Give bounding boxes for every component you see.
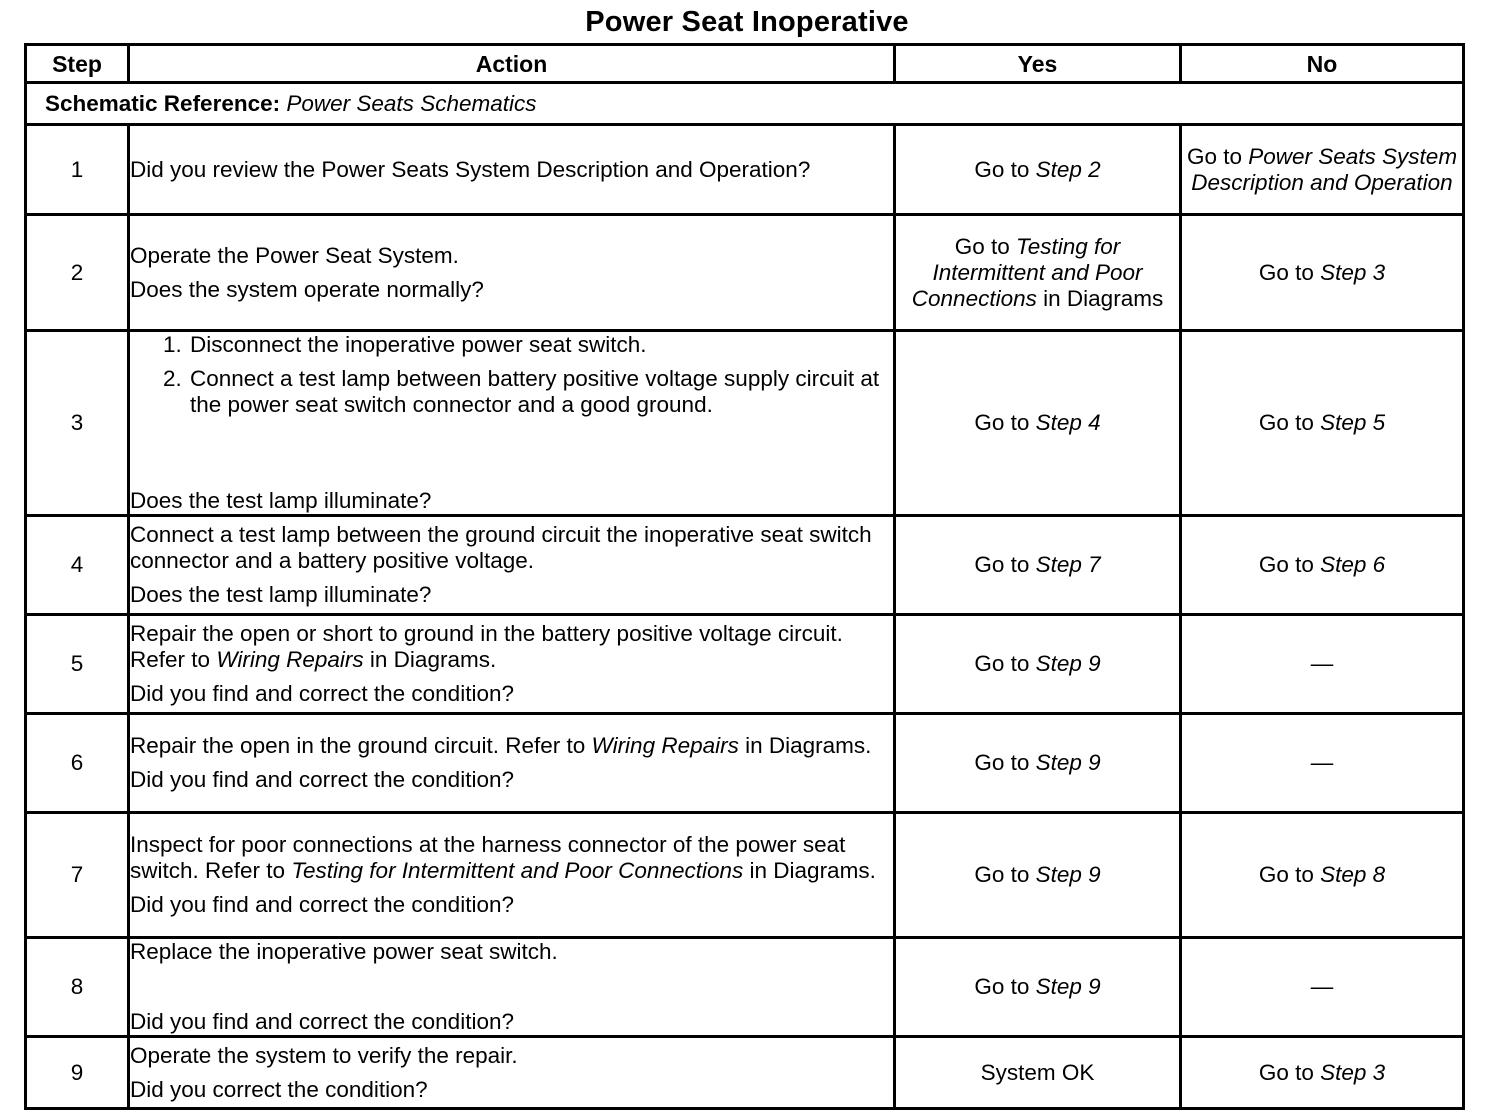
action-cell [129,1037,895,1109]
action-cell [129,331,895,516]
step-number: 4 [26,516,129,615]
action-text: Inspect for poor connections at the harness connector of the power seat switch. Refer to Testing for Intermittent and Poor Connections in Diagrams. [130,832,876,883]
yes-link[interactable]: Step 9 [1035,651,1101,676]
no-link[interactable]: Step 3 [1320,1059,1386,1085]
substep-list [130,332,893,418]
system-ok-text: System OK [980,1059,1095,1085]
header-step: Step [26,45,129,83]
yes-cell: Go to Step 4 [895,331,1181,516]
wiring-repairs-link[interactable]: Wiring Repairs [216,647,364,672]
table-row [26,215,1464,331]
diagnostic-table [24,43,1465,1110]
no-link[interactable]: Step 5 [1320,410,1386,435]
action-cell [129,813,895,938]
yes-link[interactable]: Step 9 [1035,862,1101,887]
action-text: Connect a test lamp between the ground circuit the inoperative seat switch connector and a battery positive voltage. [130,522,872,573]
action-text: Replace the inoperative power seat switch. [130,939,558,964]
no-cell: Go to Step 3 [1181,215,1464,331]
yes-cell: Go to Step 9 [895,615,1181,714]
yes-cell: Go to Step 9 [895,938,1181,1037]
header-row [26,45,1464,83]
yes-link[interactable]: Step 9 [1035,750,1101,775]
action-question: Did you find and correct the condition? [130,1009,514,1034]
step-number: 6 [26,714,129,813]
action-question: Does the test lamp illuminate? [130,488,432,513]
table-row [26,714,1464,813]
substep-item: 1. Disconnect the inoperative power seat switch. [188,332,893,358]
action-cell [129,938,895,1037]
action-text: Operate the Power Seat System. [130,242,459,268]
yes-cell: Go to Step 2 [895,125,1181,215]
action-cell [129,125,895,215]
yes-cell: Go to Step 9 [895,714,1181,813]
yes-link[interactable]: Testing for Intermittent and Poor Connections [911,233,1143,311]
no-link[interactable]: Power Seats System Description and Operation [1191,143,1458,195]
action-question: Does the system operate normally? [130,276,484,302]
action-question: Did you find and correct the condition? [130,681,514,706]
schematic-label: Schematic Reference: [45,90,281,116]
wiring-repairs-link[interactable]: Wiring Repairs [591,733,739,758]
action-cell [129,714,895,813]
table-row [26,331,1464,516]
step-number: 8 [26,938,129,1037]
step-number: 5 [26,615,129,714]
page-title: Power Seat Inoperative [585,6,909,38]
schematic-reference-row [26,83,1464,125]
schematic-link[interactable]: Power Seats Schematics [286,90,537,116]
step-number: 1 [26,125,129,215]
action-question: Did you find and correct the condition? [130,767,514,792]
no-cell [1181,938,1464,1037]
no-cell [1181,615,1464,714]
table-row [26,125,1464,215]
no-link[interactable]: Step 3 [1320,259,1386,285]
yes-link[interactable]: Step 7 [1035,552,1101,577]
yes-link[interactable]: Step 2 [1035,156,1101,182]
action-cell [129,215,895,331]
no-cell: Go to Step 3 [1181,1037,1464,1109]
action-cell [129,516,895,615]
yes-link[interactable]: Step 4 [1035,410,1101,435]
action-text: Operate the system to verify the repair. [130,1042,518,1068]
schematic-reference [26,83,1464,125]
yes-cell: Go to Step 9 [895,813,1181,938]
table-row [26,938,1464,1037]
table-row [26,1037,1464,1109]
no-cell: Go to Step 6 [1181,516,1464,615]
action-text: Repair the open in the ground circuit. Refer to Wiring Repairs in Diagrams. [130,733,872,758]
yes-link[interactable]: Step 9 [1035,974,1101,999]
no-dash: — [1310,651,1334,676]
yes-cell [895,1037,1181,1109]
action-question: Did you find and correct the condition? [130,892,514,917]
no-dash: — [1310,750,1334,775]
no-cell: Go to Step 8 [1181,813,1464,938]
step-number: 9 [26,1037,129,1109]
yes-cell: Go to Step 7 [895,516,1181,615]
header-no: No [1181,45,1464,83]
action-text: Repair the open or short to ground in the battery positive voltage circuit. Refer to Wiring Repairs in Diagrams. [130,621,843,672]
no-dash: — [1310,974,1334,999]
action-question: Did you correct the condition? [130,1076,428,1102]
header-action: Action [129,45,895,83]
no-link[interactable]: Step 8 [1320,862,1386,887]
header-yes: Yes [895,45,1181,83]
no-cell [1181,714,1464,813]
table-row [26,516,1464,615]
action-text: Did you review the Power Seats System Description and Operation? [130,156,811,182]
step-number: 2 [26,215,129,331]
table-row [26,615,1464,714]
step-number: 3 [26,331,129,516]
testing-link[interactable]: Testing for Intermittent and Poor Connections [291,858,744,883]
action-cell [129,615,895,714]
table-row [26,813,1464,938]
step-number: 7 [26,813,129,938]
action-question: Does the test lamp illuminate? [130,582,432,607]
no-cell: Go to Power Seats System Description and Operation [1181,125,1464,215]
substep-item: 2. Connect a test lamp between battery positive voltage supply circuit at the power seat switch connector and a good ground. [188,366,893,418]
yes-cell: Go to Testing for Intermittent and Poor Connections in Diagrams [895,215,1181,331]
no-cell: Go to Step 5 [1181,331,1464,516]
no-link[interactable]: Step 6 [1320,552,1386,577]
